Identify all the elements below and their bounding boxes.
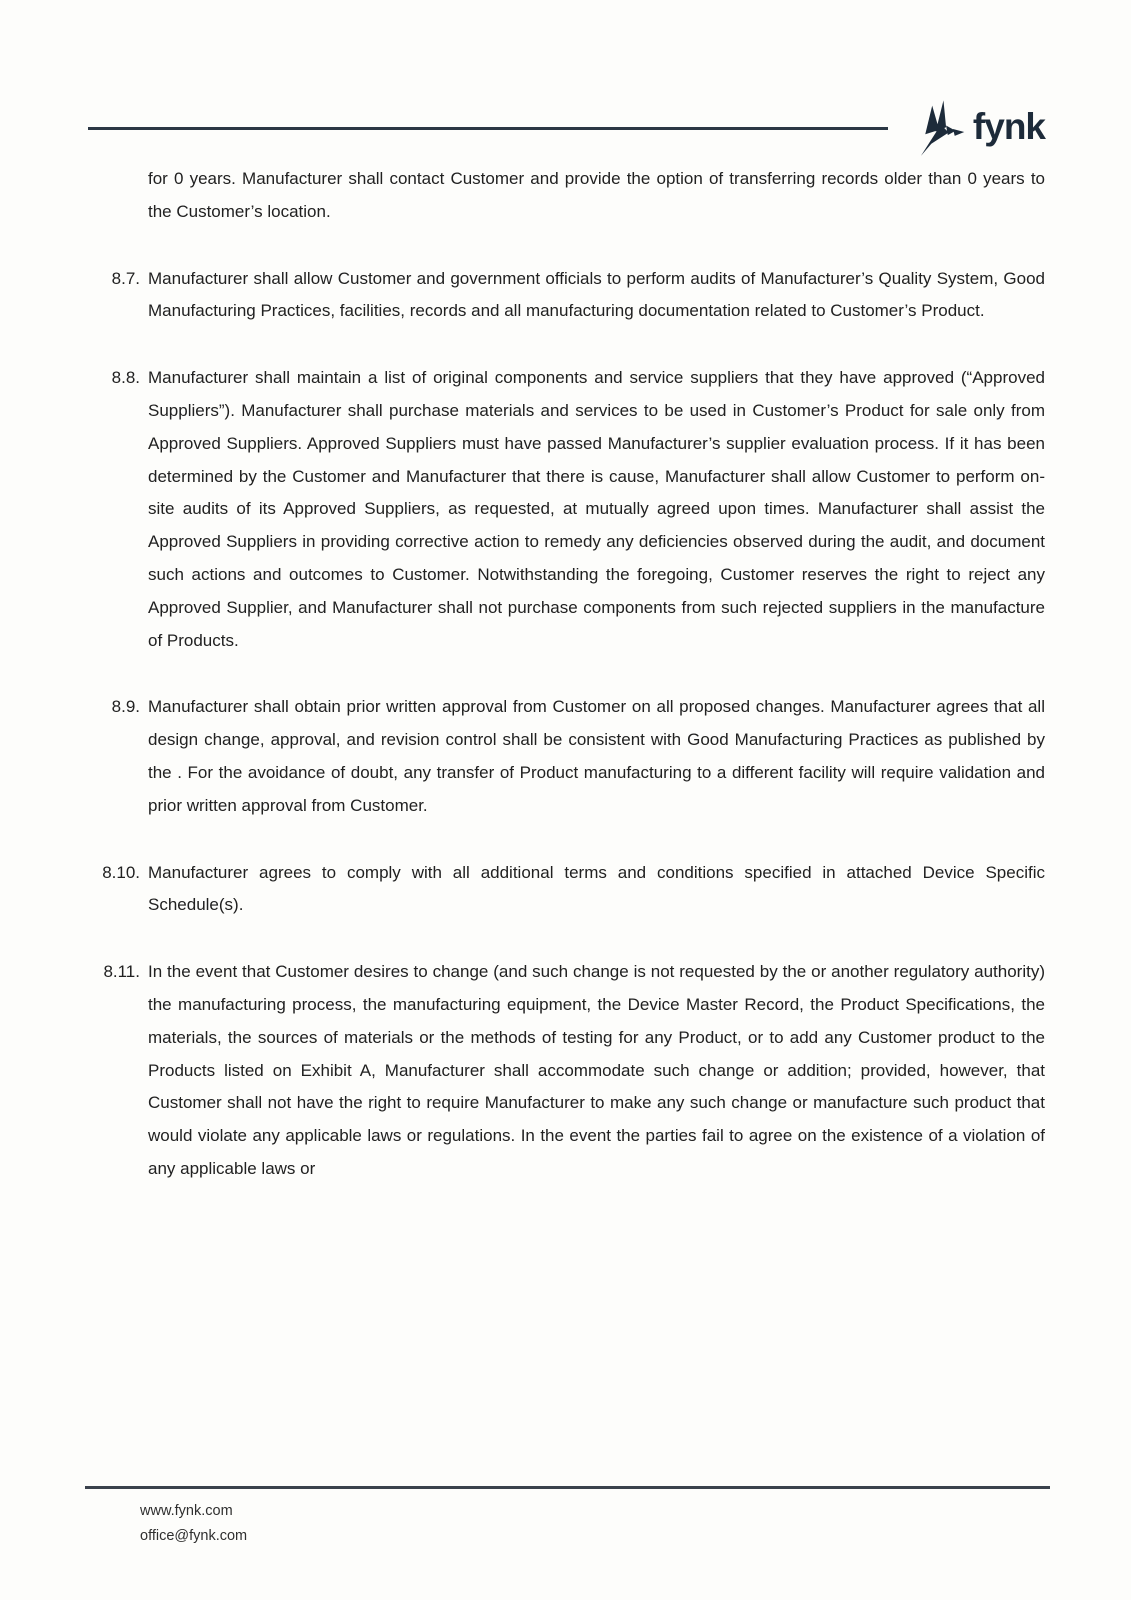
page-header — [88, 96, 1045, 162]
intro-paragraph-text: for 0 years. Manufacturer shall contact Customer and provide the option of transferring records older than 0 years to the Customer’s location. — [148, 169, 1045, 221]
section-8-7 — [111, 263, 1045, 329]
section-number: 8.11. — [103, 962, 140, 982]
section-text: Manufacturer shall obtain prior written approval from Customer on all proposed changes. Manufacturer agrees that all design change, approval, and revision control shall be consistent with Good Manufacturing Practices as published by the . For the avoidance of doubt, any transfer of Product manufacturing to a different facility will require validation and prior written approval from Customer. — [148, 697, 1045, 815]
section-number: 8.8. — [111, 368, 140, 388]
page-footer — [85, 1486, 1050, 1549]
contract-text — [102, 163, 1045, 1220]
section-8-8 — [111, 362, 1045, 657]
footer-email: office@fynk.com — [140, 1528, 248, 1544]
section-8-11 — [103, 956, 1045, 1186]
fynk-logo-wordmark: fynk — [972, 105, 1045, 147]
footer-website: www.fynk.com — [140, 1503, 233, 1519]
section-number: 8.9. — [111, 697, 140, 717]
intro-paragraph — [148, 163, 1045, 229]
section-8-10 — [102, 857, 1045, 923]
fynk-logo-bird-icon — [914, 100, 966, 158]
section-text: Manufacturer shall maintain a list of original components and service suppliers that they have approved (“Approved Suppliers”). Manufacturer shall purchase materials and services to be used in Customer’s Product for sale only from Approved Suppliers. Approved Suppliers must have passed Manufacturer’s supplier evaluation process. If it has been determined by the Customer and Manufacturer that there is cause, Manufacturer shall allow Customer to perform on-site audits of its Approved Suppliers, as requested, at mutually agreed upon times. Manufacturer shall assist the Approved Suppliers in providing corrective action to remedy any deficiencies observed during the audit, and document such actions and outcomes to Customer. Notwithstanding the foregoing, Customer reserves the right to reject any Approved Supplier, and Manufacturer shall not purchase components from such rejected suppliers in the manufacture of Products. — [148, 368, 1045, 650]
footer-contact-block — [85, 1489, 1050, 1549]
section-text: Manufacturer agrees to comply with all additional terms and conditions specified in attached Device Specific Schedule(s). — [148, 862, 1045, 915]
section-8-9 — [111, 691, 1045, 822]
section-number: 8.10. — [102, 862, 140, 882]
section-text: In the event that Customer desires to change (and such change is not requested by the or another regulatory authority) the manufacturing process, the manufacturing equipment, the Device Master Record, the Product Specifications, the materials, the sources of materials or the methods of testing for any Product, or to add any Customer product to the Products listed on Exhibit A, Manufacturer shall accommodate such change or addition; provided, however, that Customer shall not have the right to require Manufacturer to make any such change or manufacture such product that would violate any applicable laws or regulations. In the event the parties fail to agree on the existence of a violation of any applicable laws or — [148, 962, 1045, 1178]
fynk-logo — [914, 100, 1045, 158]
section-number: 8.7. — [111, 268, 140, 288]
section-text: Manufacturer shall allow Customer and government officials to perform audits of Manufacturer’s Quality System, Good Manufacturing Practices, facilities, records and all manufacturing documentation related to Customer’s Product. — [148, 268, 1045, 321]
header-divider-line — [88, 127, 888, 130]
